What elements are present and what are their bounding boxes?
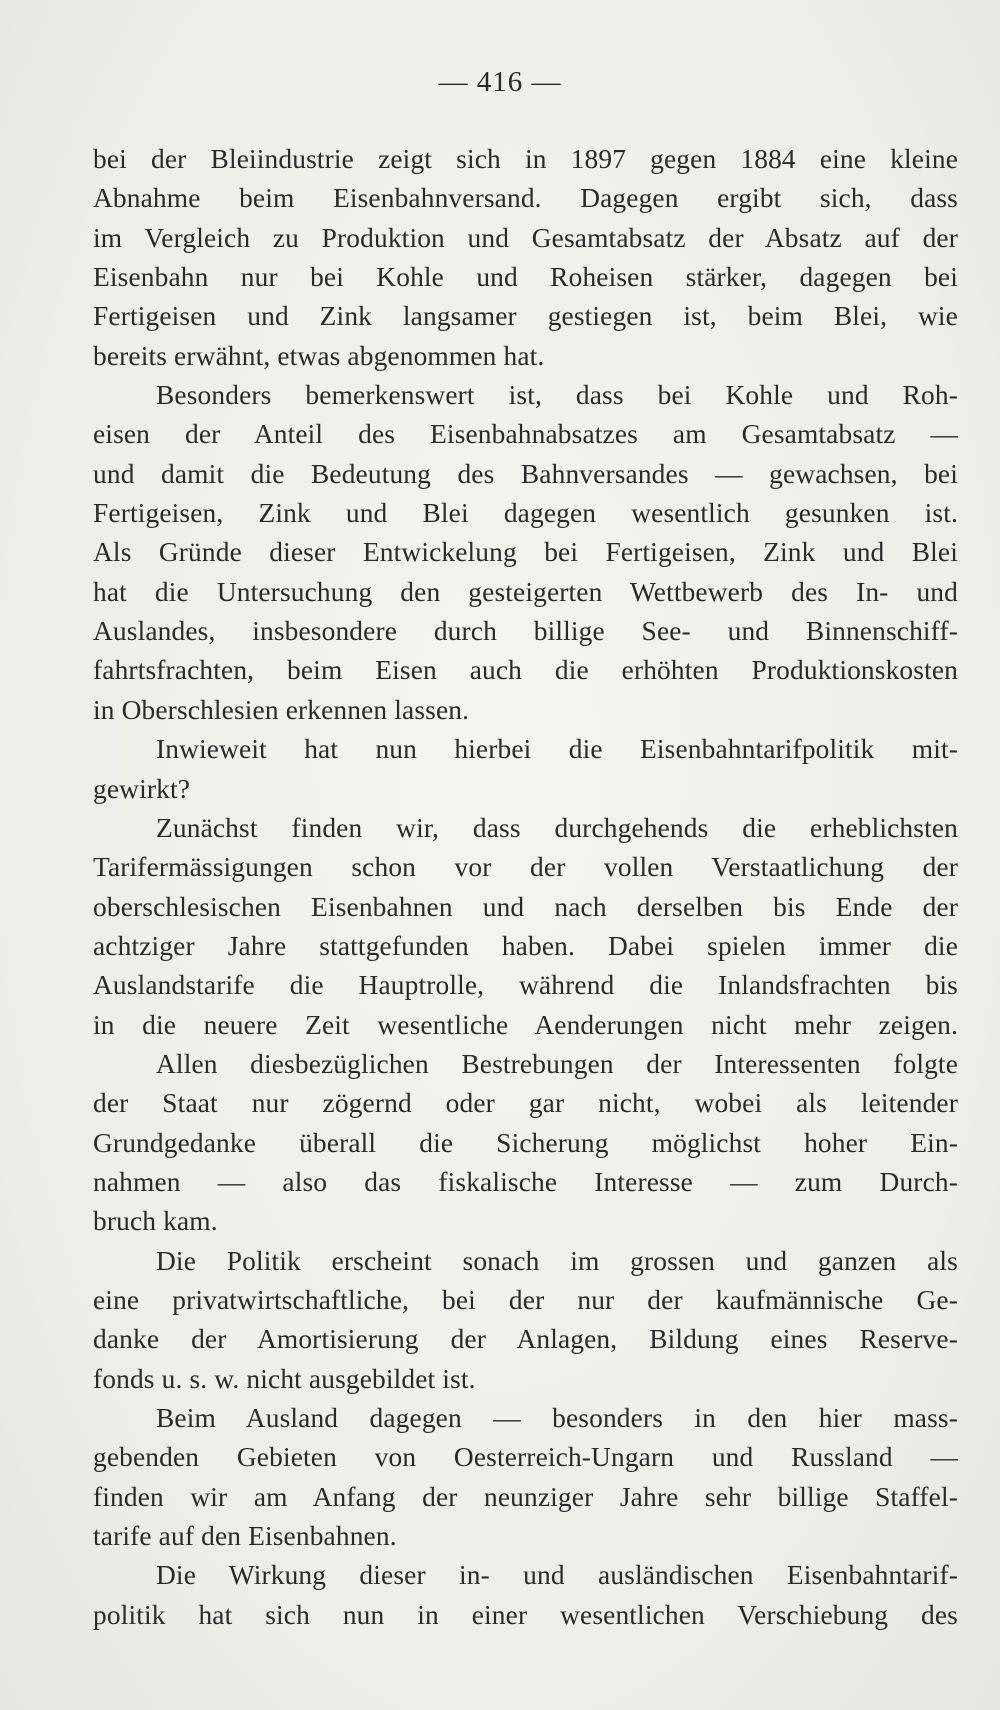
paragraph-first-line: Zunächst finden wir, dass durchgehends die erheblichsten [156,812,958,843]
text-line: Fertigeisen, Zink und Blei dagegen wesentlich gesunken ist. [93,498,958,529]
text-line: eisen der Anteil des Eisenbahnabsatzes am Gesamtabsatz — [93,419,958,450]
text-line: bereits erwähnt, etwas abgenommen hat. [93,340,545,371]
text-line: bei der Bleiindustrie zeigt sich in 1897 gegen 1884 eine kleine [93,144,958,174]
text-line: hat die Untersuchung den gesteigerten Wettbewerb des In- und [93,576,958,607]
text-line: der Staat nur zögernd oder gar nicht, wobei als leitender [93,1088,958,1119]
page-number: — 416 — [438,66,562,98]
text-line: Tarifermässigungen schon vor der vollen Verstaatlichung der [93,852,958,883]
text-line: in Oberschlesien erkennen lassen. [93,694,470,725]
text-line: Auslandstarife die Hauptrolle, während die Inlandsfrachten bis [93,970,958,1001]
text-line: Auslandes, insbesondere durch billige See- und Binnenschiff- [93,616,958,647]
text-line: politik hat sich nun in einer wesentlichen Verschiebung des [93,1599,958,1630]
text-line: finden wir am Anfang der neunziger Jahre sehr billige Staffel- [93,1481,958,1512]
text-line: im Vergleich zu Produktion und Gesamtabsatz der Absatz auf der [93,222,958,253]
text-line: fonds u. s. w. nicht ausgebildet ist. [93,1363,476,1394]
text-line: gebenden Gebieten von Oesterreich-Ungarn und Russland — [93,1442,958,1473]
text-line: bruch kam. [93,1206,218,1237]
text-line: tarife auf den Eisenbahnen. [93,1521,397,1552]
text-line: Grundgedanke überall die Sicherung möglichst hoher Ein- [93,1127,958,1158]
text-line: und damit die Bedeutung des Bahnversandes — gewachsen, bei [93,458,958,489]
paragraph-first-line: Die Wirkung dieser in- und ausländischen Eisenbahntarif- [156,1560,958,1591]
text-line: fahrtsfrachten, beim Eisen auch die erhöhten Produktionskosten [93,655,958,686]
text-line: eine privatwirtschaftliche, bei der nur der kaufmännische Ge- [93,1284,958,1315]
paragraph-first-line: Die Politik erscheint sonach im grossen und ganzen als [156,1245,958,1276]
text-line: in die neuere Zeit wesentliche Aenderungen nicht mehr zeigen. [93,1009,958,1040]
paragraph-first-line: Besonders bemerkenswert ist, dass bei Kohle und Roh- [156,380,958,411]
text-line: achtziger Jahre stattgefunden haben. Dabei spielen immer die [93,930,958,961]
text-line: danke der Amortisierung der Anlagen, Bildung eines Reserve- [93,1324,958,1355]
text-line: gewirkt? [93,773,191,804]
body-text [93,140,958,1635]
text-line: nahmen — also das fiskalische Interesse — zum Durch- [93,1166,958,1197]
text-line: Eisenbahn nur bei Kohle und Roheisen stärker, dagegen bei [93,262,958,293]
text-line: oberschlesischen Eisenbahnen und nach derselben bis Ende der [93,891,958,922]
paragraph-first-line: Allen diesbezüglichen Bestrebungen der Interessenten folgte [156,1048,958,1079]
text-line: Fertigeisen und Zink langsamer gestiegen ist, beim Blei, wie [93,301,958,332]
paragraph-first-line: Inwieweit hat nun hierbei die Eisenbahntarifpolitik mit- [156,734,958,765]
text-line: Als Gründe dieser Entwickelung bei Fertigeisen, Zink und Blei [93,537,958,568]
paragraph-first-line: Beim Ausland dagegen — besonders in den hier mass- [156,1403,958,1433]
text-line: Abnahme beim Eisenbahnversand. Dagegen ergibt sich, dass [93,183,958,214]
